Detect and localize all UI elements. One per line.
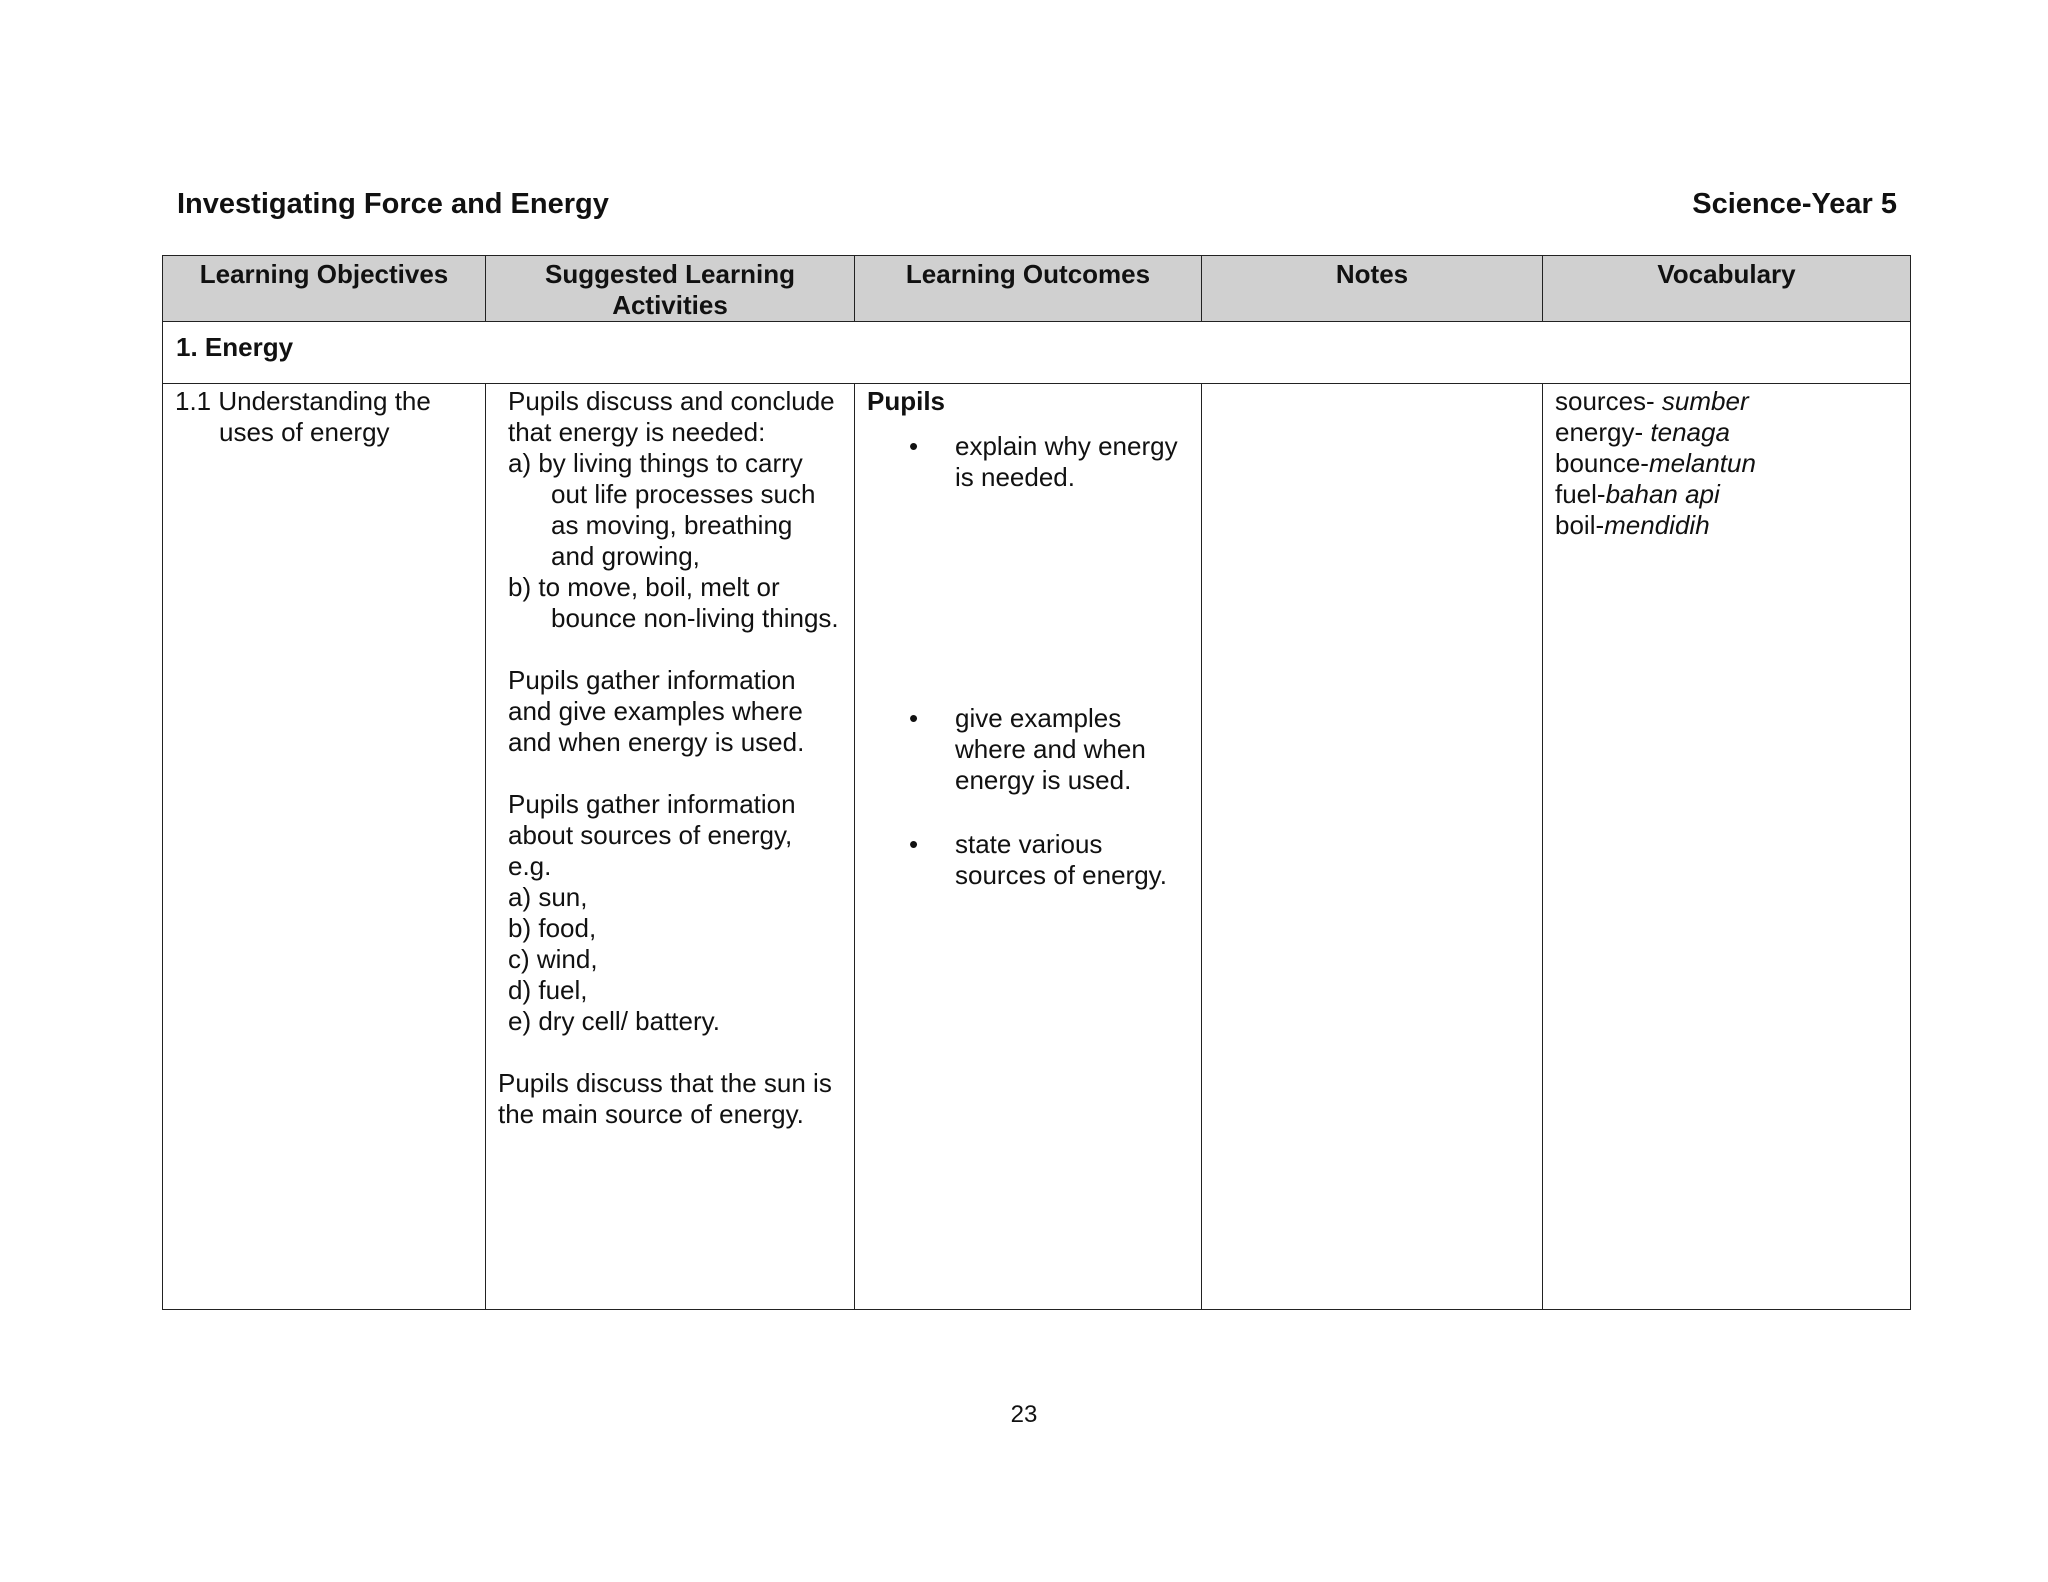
vocab-term: energy- xyxy=(1555,417,1651,447)
vocab-translation: sumber xyxy=(1661,386,1749,416)
activity-paragraph xyxy=(498,386,842,634)
list-item: e) dry cell/ battery. xyxy=(508,1006,720,1036)
column-header-vocabulary: Vocabulary xyxy=(1543,256,1911,322)
list-item: a) sun, xyxy=(508,882,588,912)
list-item: d) fuel, xyxy=(508,975,588,1005)
vocab-term: bounce- xyxy=(1555,448,1649,478)
vocab-translation: mendidih xyxy=(1604,510,1710,540)
bullet-icon: • xyxy=(909,703,919,733)
activity-paragraph: Pupils gather information and give examples where and when energy is used. xyxy=(508,665,805,757)
learning-objective: 1.1 Understanding the uses of energy xyxy=(175,386,431,447)
activity-paragraph: Pupils discuss that the sun is the main source of energy. xyxy=(498,1068,832,1129)
vocabulary-item xyxy=(1555,417,1898,448)
vocabulary-item xyxy=(1555,448,1898,479)
vocab-translation: melantun xyxy=(1648,448,1756,478)
column-header-notes: Notes xyxy=(1202,256,1543,322)
outcomes-cell xyxy=(855,384,1202,1310)
activity-item: a) by living things to carry out life processes such as moving, breathing and growing, xyxy=(508,448,816,571)
activities-cell xyxy=(486,384,855,1310)
activity-paragraph xyxy=(498,789,842,1037)
list-item: b) food, xyxy=(508,913,597,943)
outcome-text: state various sources of energy. xyxy=(955,829,1167,890)
vocab-translation: tenaga xyxy=(1650,417,1730,447)
outcomes-list xyxy=(867,431,1189,891)
column-header-learning-outcomes: Learning Outcomes xyxy=(855,256,1202,322)
list-item xyxy=(867,703,1189,796)
subject-label: Science-Year 5 xyxy=(1692,188,1897,220)
section-row xyxy=(163,322,1911,384)
vocabulary-item xyxy=(1555,386,1898,417)
outcome-text: explain why energy is needed. xyxy=(955,431,1178,492)
bullet-icon: • xyxy=(909,829,919,859)
page-number: 23 xyxy=(1010,1401,1038,1428)
vocabulary-item xyxy=(1555,479,1898,510)
vocab-term: sources- xyxy=(1555,386,1662,416)
syllabus-table xyxy=(162,255,1911,1310)
objective-cell xyxy=(163,384,486,1310)
vocab-term: fuel- xyxy=(1555,479,1606,509)
bullet-icon: • xyxy=(909,431,919,461)
outcomes-heading: Pupils xyxy=(867,386,946,416)
vocabulary-item xyxy=(1555,510,1898,541)
column-header-suggested-activities: Suggested Learning Activities xyxy=(486,256,855,322)
activity-intro: Pupils discuss and conclude that energy is needed: xyxy=(508,386,835,447)
table-header-row xyxy=(163,256,1911,322)
document-title: Investigating Force and Energy xyxy=(177,188,609,220)
activity-item: b) to move, boil, melt or bounce non-living things. xyxy=(508,572,839,633)
list-item: c) wind, xyxy=(508,944,598,974)
vocab-term: boil- xyxy=(1555,510,1605,540)
table-row xyxy=(163,384,1911,1310)
section-title: 1. Energy xyxy=(163,322,1911,384)
notes-cell xyxy=(1202,384,1543,1310)
vocabulary-cell xyxy=(1543,384,1911,1310)
vocab-translation: bahan api xyxy=(1605,479,1720,509)
list-item xyxy=(867,431,1189,493)
activity-intro: Pupils gather information about sources of energy, e.g. xyxy=(508,789,796,881)
list-item xyxy=(867,829,1189,891)
outcome-text: give examples where and when energy is used. xyxy=(955,703,1146,795)
column-header-learning-objectives: Learning Objectives xyxy=(163,256,486,322)
